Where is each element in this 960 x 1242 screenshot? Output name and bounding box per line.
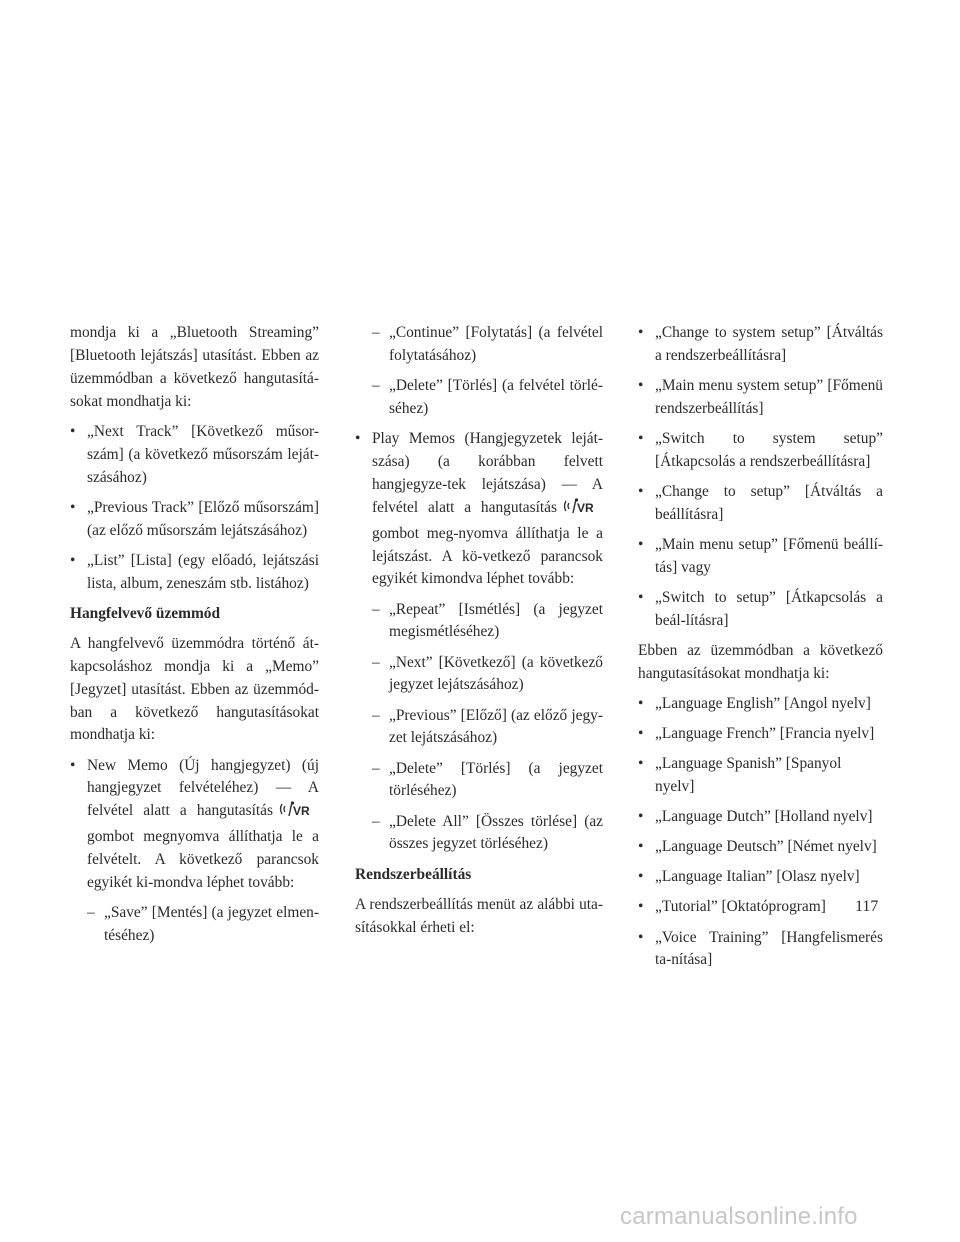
list-item: • „Language Dutch” [Holland nyelv]	[638, 806, 883, 829]
bullet-marker: •	[70, 756, 76, 774]
dash-marker: –	[372, 653, 380, 671]
list-item: • „Main menu setup” [Főmenü beállí-tás] vagy	[638, 536, 883, 576]
bullet-marker: •	[638, 695, 644, 712]
sub-list-item: – „Delete” [Törlés] (a felvétel törlé-séhez)	[372, 377, 603, 417]
bullet-marker: •	[638, 430, 644, 447]
list-item-play-memos: • Play Memos (Hangjegyzetek leját-szása) (a korábban felvett hangjegyze-tek lejátszása) — A felvétel alatt a hangutasítás VR gombot meg-nyomva állíthatja le a lejátszást. A kö-vetkező parancsok egyikét kimondva léphet tovább:	[355, 430, 603, 588]
dash-marker: –	[372, 706, 380, 724]
sub-list-item: – „Repeat” [Ismétlés] (a jegyzet megismétléséhez)	[372, 600, 603, 641]
bullet-marker: •	[70, 422, 76, 440]
dash-marker: –	[87, 904, 95, 922]
list-item: • „Language French” [Francia nyelv]	[638, 723, 883, 746]
sub-list-item: – „Delete” [Törlés] (a jegyzet törléséhez)	[372, 759, 603, 800]
list-item: • „Previous Track” [Előző műsorszám] (az előző műsorszám lejátszásához)	[70, 498, 319, 539]
list-item: • „List” [Lista] (egy előadó, lejátszási lista, album, zeneszám stb. listához)	[70, 551, 319, 592]
bullet-marker: •	[638, 377, 644, 394]
list-item: • „Switch to setup” [Átkapcsolás a beál-lításra]	[638, 589, 883, 629]
section-heading: Rendszerbeállítás	[355, 865, 472, 883]
bullet-marker: •	[355, 430, 361, 447]
sub-list-item: – „Previous” [Előző] (az előző jegy-zet lejátszásához)	[372, 706, 603, 747]
dash-marker: –	[372, 377, 380, 394]
list-item: • „Switch to system setup” [Átkapcsolás a rendszerbeállításra]	[638, 430, 883, 470]
sub-list-item: – „Delete All” [Összes törlése] (az összes jegyzet törléséhez)	[372, 812, 603, 853]
bullet-marker: •	[638, 838, 644, 856]
dash-marker: –	[372, 324, 380, 341]
section-heading: Hangfelvevő üzemmód	[70, 604, 221, 622]
sub-list-item: – „Next” [Következő] (a következő jegyzet lejátszásához)	[372, 653, 603, 694]
list-item: • „Change to setup” [Átváltás a beállításra]	[638, 483, 883, 523]
bullet-marker: •	[638, 483, 644, 500]
memo-paragraph: A hangfelvevő üzemmódra történő át-kapcsoláshoz mondja ki a „Memo” [Jegyzet] utasítást. Ebben az üzemmód-ban a következő hangutasításokat mondhatja ki:	[70, 634, 319, 744]
column-right	[638, 322, 883, 980]
dash-marker: –	[372, 812, 380, 830]
svg-text:VR: VR	[577, 500, 594, 515]
bullet-marker: •	[638, 868, 644, 886]
intro-paragraph: mondja ki a „Bluetooth Streaming” [Bluetooth lejátszás] utasítást. Ebben az üzemmódban a következő hangutasítá-sokat mondhatja ki:	[70, 324, 319, 410]
list-item: • „Main menu system setup” [Főmenü rendszerbeállítás]	[638, 377, 883, 417]
voice-command-icon	[563, 497, 601, 523]
voice-command-icon	[279, 800, 317, 826]
list-item: • „Language Deutsch” [Német nyelv]	[638, 836, 883, 859]
sub-list-item: – „Save” [Mentés] (a jegyzet elmen-téséhez)	[87, 904, 319, 945]
dash-marker: –	[372, 759, 380, 777]
list-item: • „Change to system setup” [Átváltás a rendszerbeállításra]	[638, 324, 883, 364]
bullet-marker: •	[638, 725, 644, 743]
dash-marker: –	[372, 600, 380, 618]
watermark: carmanualsonline.info	[620, 1203, 858, 1230]
mode-paragraph: Ebben az üzemmódban a következő hangutasításokat mondhatja ki:	[638, 642, 883, 682]
list-item: • „Tutorial” [Oktatóprogram]	[638, 896, 883, 919]
bullet-marker: •	[638, 808, 644, 826]
bullet-marker: •	[638, 755, 644, 773]
list-item: • „Language Italian” [Olasz nyelv]	[638, 866, 883, 889]
page-number: 117	[855, 898, 879, 915]
list-item: • „Next Track” [Következő műsor-szám] (a következő műsorszám leját-szásához)	[70, 422, 319, 486]
sub-list-item: – „Continue” [Folytatás] (a felvétel folytatásához)	[372, 324, 603, 364]
list-item: • „Voice Training” [Hangfelismerés ta-nítása]	[638, 928, 883, 969]
list-item: • „Language Spanish” [Spanyol nyelv]	[638, 755, 842, 796]
bullet-marker: •	[638, 928, 644, 946]
bullet-marker: •	[70, 551, 76, 569]
system-setup-paragraph: A rendszerbeállítás menüt az alábbi uta-sításokkal érheti el:	[355, 895, 603, 936]
bullet-marker: •	[638, 898, 644, 916]
bullet-marker: •	[638, 589, 644, 606]
bullet-marker: •	[638, 536, 644, 553]
list-item-new-memo: • New Memo (Új hangjegyzet) (új hangjegyzet felvételéhez) — A felvétel alatt a hangutasítás VR gombot megnyomva állíthatja le a felvételt. A következő parancsok egyikét ki-mondva léphet tovább:	[70, 756, 319, 892]
svg-text:VR: VR	[293, 804, 310, 819]
list-item: • „Language English” [Angol nyelv]	[638, 693, 883, 716]
column-middle	[355, 322, 603, 947]
column-left	[70, 322, 319, 955]
bullet-marker: •	[70, 498, 76, 516]
bullet-marker: •	[638, 324, 644, 341]
